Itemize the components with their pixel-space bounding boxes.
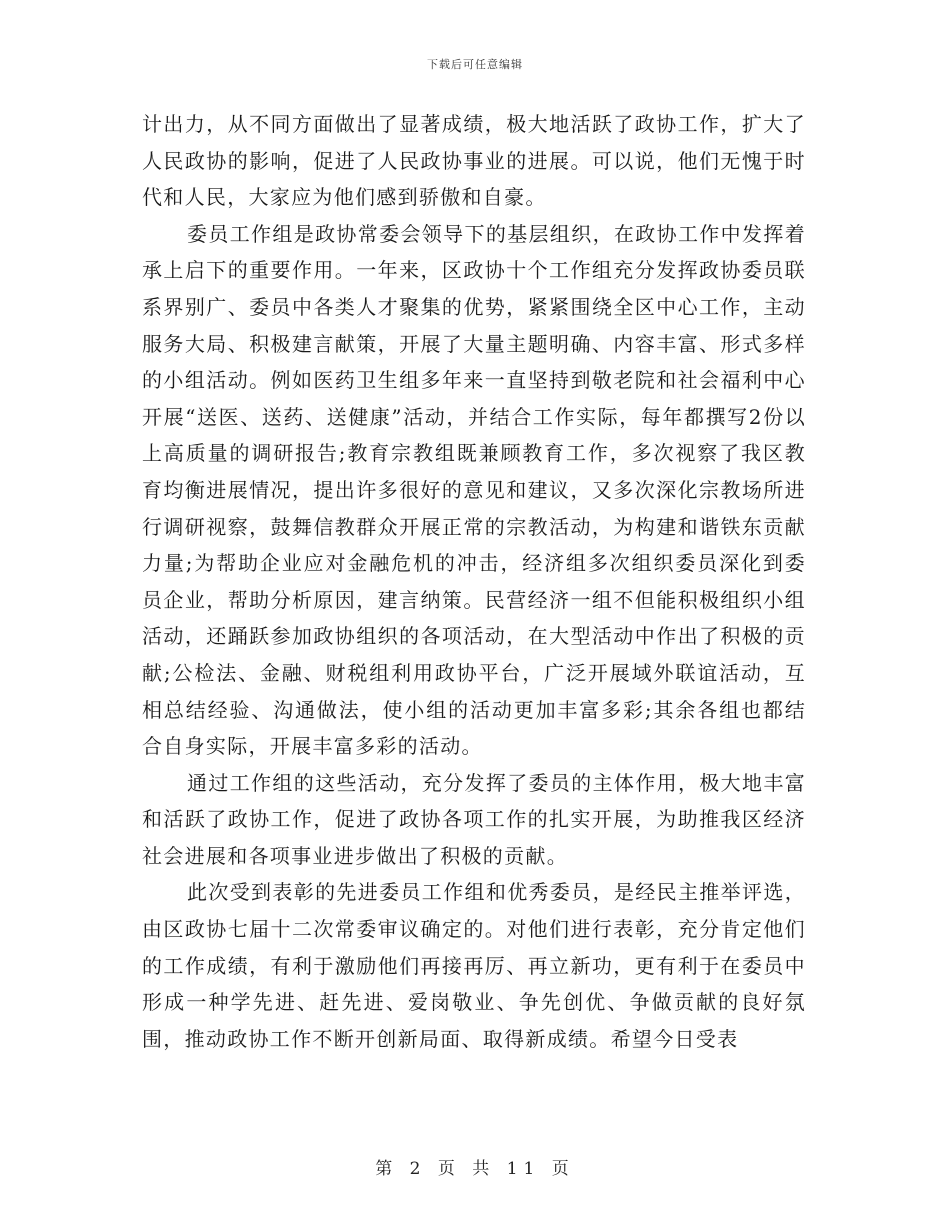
paragraph-activities-effect: 通过工作组的这些活动，充分发挥了委员的主体作用，极大地丰富和活跃了政协工作，促进了政协各项工作的扎实开展，为助推我区经济社会进展和各项事业进步做出了积极的贡献。 [142, 770, 806, 868]
paragraph-work-groups: 委员工作组是政协常委会领导下的基层组织，在政协工作中发挥着承上启下的重要作用。一年来，区政协十个工作组充分发挥政协委员联系界别广、委员中各类人才聚集的优势，紧紧围绕全区中心工作，主动服务大局、积极建言献策，开展了大量主题明确、内容丰富、形式多样的小组活动。例如医药卫生组多年来一直坚持到敬老院和社会福利中心开展“送医、送药、送健康”活动，并结合工作实际，每年都撰写2份以上高质量的调研报告;教育宗教组既兼顾教育工作，多次视察了我区教育均衡进展情况，提出许多很好的意见和建议，又多次深化宗教场所进行调研视察，鼓舞信教群众开展正常的宗教活动，为构建和谐铁东贡献力量;为帮助企业应对金融危机的冲击，经济组多次组织委员深化到委员企业，帮助分析原因，建言纳策。民营经济一组不但能积极组织小组活动，还踊跃参加政协组织的各项活动，在大型活动中作出了积极的贡献;公检法、金融、财税组利用政协平台，广泛开展域外联谊活动，互相总结经验、沟通做法，使小组的活动更加丰富多彩;其余各组也都结合自身实际，开展丰富多彩的活动。 [142, 221, 806, 759]
page-footer: 第 2 页 共 11 页 [375, 1159, 575, 1179]
page-header: 下载后可任意编辑 [427, 58, 523, 71]
document-body [142, 106, 806, 1057]
paragraph-continuation: 计出力，从不同方面做出了显著成绩，极大地活跃了政协工作，扩大了人民政协的影响，促进了人民政协事业的进展。可以说，他们无愧于时代和人民，大家应为他们感到骄傲和自豪。 [142, 112, 806, 210]
paragraph-commendation: 此次受到表彰的先进委员工作组和优秀委员，是经民主推举评选，由区政协七届十二次常委审议确定的。对他们进行表彰，充分肯定他们的工作成绩，有利于激励他们再接再厉、再立新功，更有利于在委员中形成一种学先进、赶先进、爱岗敬业、争先创优、争做贡献的良好氛围，推动政协工作不断开创新局面、取得新成绩。希望今日受表 [142, 880, 806, 1051]
